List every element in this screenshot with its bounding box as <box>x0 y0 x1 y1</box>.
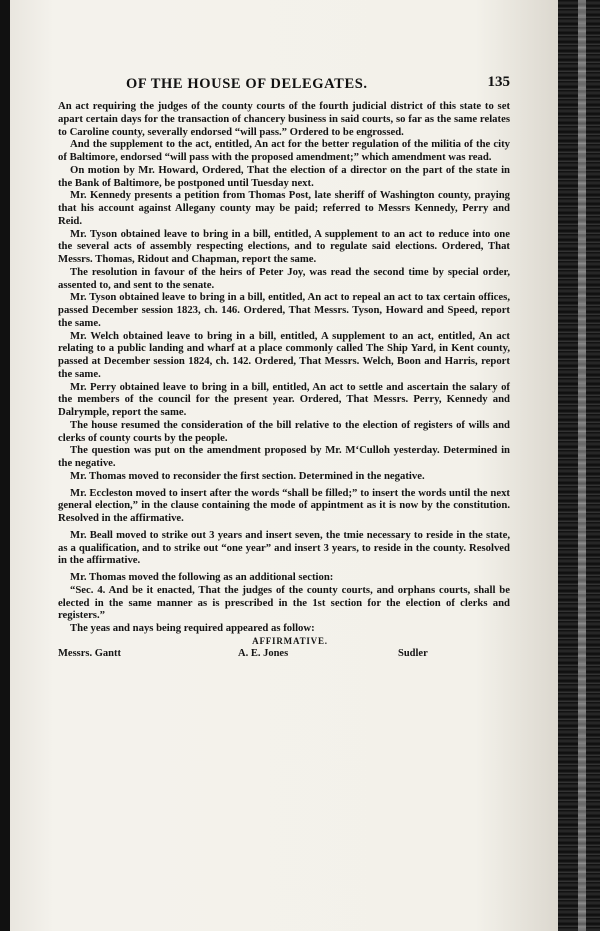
running-title: OF THE HOUSE OF DELEGATES. <box>126 76 368 92</box>
vote-name: Sudler <box>398 647 428 659</box>
page-header <box>58 74 510 100</box>
page-number: 135 <box>487 74 510 90</box>
paragraph: Mr. Eccleston moved to insert after the words “shall be filled;” to insert the words until the next general election,” in the clause containing the mode of appintment as it is now by the constitution. Resolved in the affirmative. <box>58 486 510 524</box>
paragraph: Mr. Beall moved to strike out 3 years and insert seven, the tmie necessary to reside in the state, as a qualification, and to strike out “one year” and insert 3 years, to reside in the county. Resolved in the affirmative. <box>58 528 510 567</box>
page-body-text <box>58 100 510 662</box>
vote-name: A. E. Jones <box>238 647 289 659</box>
paragraph: The yeas and nays being required appeared as follow: <box>70 622 315 634</box>
paragraph: The question was put on the amendment proposed by Mr. M‘Culloh yesterday. Determined in the negative. <box>58 444 510 469</box>
vote-name: Messrs. Gantt <box>58 647 121 659</box>
page-edge-strip <box>578 0 586 931</box>
paragraph: The house resumed the consideration of the bill relative to the election of registers of wills and clerks of county courts by the people. <box>58 418 510 444</box>
paragraph: Mr. Perry obtained leave to bring in a bill, entitled, An act to settle and ascertain the salary of the members of the council for the present year. Ordered, That Messrs. Perry, Kennedy and Dalrymple, report the same. <box>58 380 510 418</box>
paragraph: Mr. Tyson obtained leave to bring in a bill, entitled, An act to repeal an act to tax certain offices, passed December session 1823, ch. 146. Ordered, That Messrs. Tyson, Howard and Speed, report the same. <box>58 291 510 329</box>
paragraph: Mr. Thomas moved to reconsider the first section. Determined in the negative. <box>70 469 425 482</box>
quoted-section: “Sec. 4. And be it enacted, That the judges of the county courts, and orphans courts, shall be elected in the same manner as is prescribed in the 1st section for the election of clerks and registers.” <box>58 583 510 622</box>
vote-heading: AFFIRMATIVE. <box>252 635 328 646</box>
book-page <box>10 0 560 931</box>
paragraph: Mr. Kennedy presents a petition from Thomas Post, late sheriff of Washington county, praying that his account against Allegany county may be paid; referred to Messrs Kennedy, Perry and Reid. <box>58 189 510 227</box>
vote-names-row <box>58 648 510 662</box>
paragraph: Mr. Tyson obtained leave to bring in a bill, entitled, A supplement to an act to reduce into one the several acts of assembly respecting elections, and to regulate said elections. Ordered, That Messrs. Thomas, Ridout and Chapman, report the same. <box>58 227 510 265</box>
paragraph: The resolution in favour of the heirs of Peter Joy, was read the second time by special order, assented to, and sent to the senate. <box>58 265 510 291</box>
paragraph: On motion by Mr. Howard, Ordered, That the election of a director on the part of the state in the Bank of Baltimore, be postponed until Tuesday next. <box>58 163 510 189</box>
paragraph: Mr. Welch obtained leave to bring in a bill, entitled, A supplement to an act, entitled, An act relating to a public landing and wharf at a place commonly called The Ship Yard, in Kent county, passed at December session 1824, ch. 142. Ordered, That Messrs. Welch, Boon and Harris, report the same. <box>58 329 510 380</box>
paragraph: An act requiring the judges of the county courts of the fourth judicial district of this state to set apart certain days for the transaction of chancery business in said courts, so far as the same relates to Caroline county, severally endorsed “will pass.” Ordered to be engrossed. <box>58 100 510 138</box>
paragraph: And the supplement to the act, entitled, An act for the better regulation of the militia of the city of Baltimore, endorsed “will pass with the proposed amendment;” which amendment was read. <box>58 138 510 163</box>
paragraph: Mr. Thomas moved the following as an additional section: <box>70 571 334 583</box>
